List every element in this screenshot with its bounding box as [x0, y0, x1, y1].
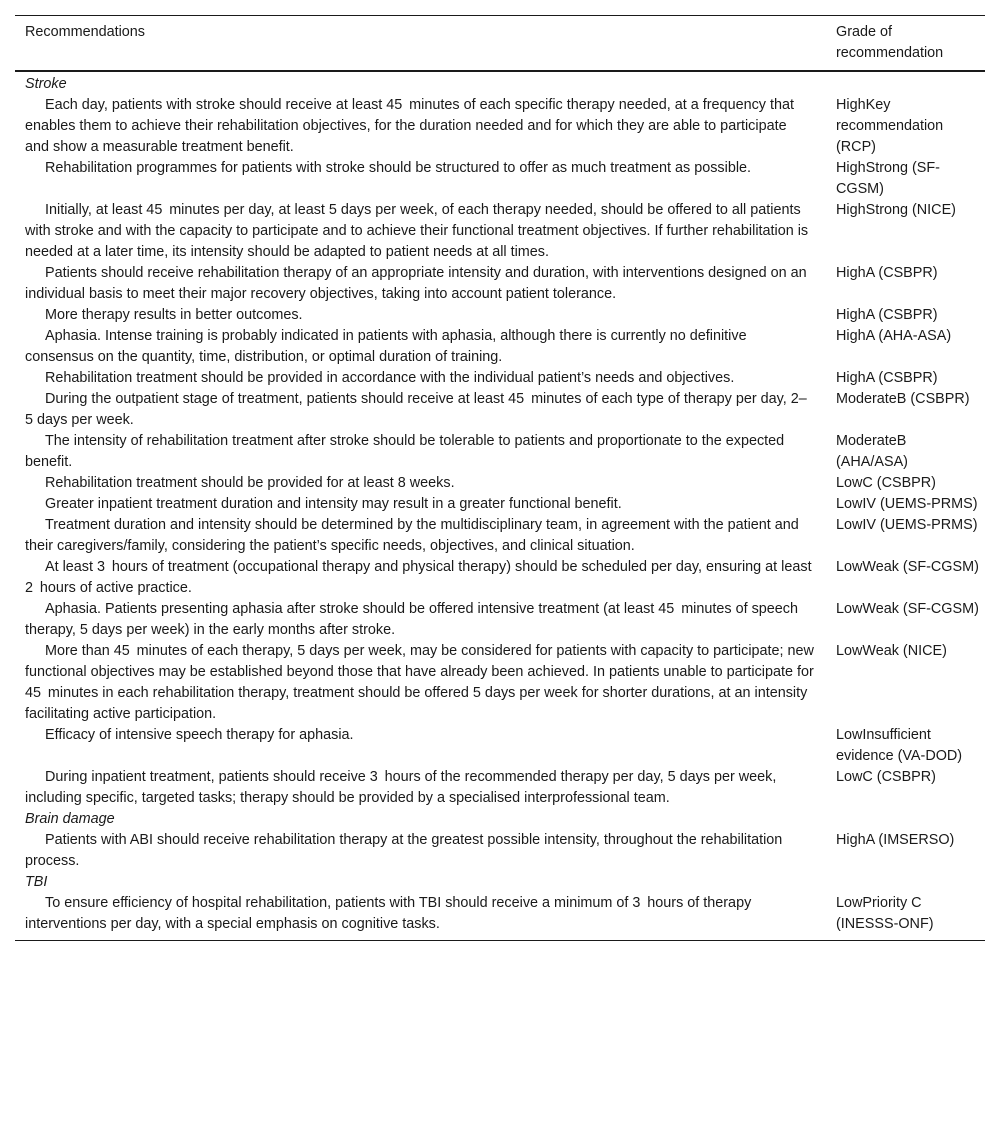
table-row — [15, 641, 985, 725]
recommendation-text: Each day, patients with stroke should receive at least 45 minutes of each specific therapy needed, at a frequency that enables them to achieve their rehabilitation objectives, for the duration needed and for which they are able to participate and show a measurable treatment benefit. — [25, 97, 794, 155]
table-row — [15, 368, 985, 389]
recommendation-grade: LowC (CSBPR) — [836, 769, 936, 785]
recommendation-text: During the outpatient stage of treatment, patients should receive at least 45 minutes of each type of therapy per day, 2–5 days per week. — [25, 391, 807, 428]
table-row — [15, 893, 985, 941]
recommendation-grade: LowC (CSBPR) — [836, 475, 936, 491]
recommendation-grade: LowInsufficient evidence (VA-DOD) — [836, 727, 963, 764]
table-row — [15, 557, 985, 599]
recommendation-grade: HighStrong (SF-CGSM) — [836, 160, 940, 197]
section-row — [15, 809, 985, 830]
recommendation-text: Treatment duration and intensity should be determined by the multidisciplinary team, in agreement with the patient and their caregivers/family, considering the patient’s specific needs, objectives, and clinical situation. — [25, 517, 799, 554]
section-row — [15, 71, 985, 95]
section-heading: TBI — [25, 874, 48, 890]
recommendation-text: Initially, at least 45 minutes per day, at least 5 days per week, of each therapy needed, should be offered to all patients with stroke and with the capacity to participate and to achieve their functional treatment objectives. If further rehabilitation is needed at a later time, its intensity should be adapted to patient needs at all times. — [25, 202, 809, 260]
recommendation-text: Patients should receive rehabilitation therapy of an appropriate intensity and duration, with interventions designed on an individual basis to meet their major recovery objectives, taking into account patient tolerance. — [25, 265, 807, 302]
recommendation-grade: HighStrong (NICE) — [836, 202, 956, 218]
table-row — [15, 389, 985, 431]
recommendation-text: Efficacy of intensive speech therapy for aphasia. — [45, 727, 354, 743]
recommendation-grade: LowWeak (SF-CGSM) — [836, 601, 979, 617]
table-header — [15, 16, 985, 72]
section-heading: Brain damage — [25, 811, 115, 827]
recommendation-text: Rehabilitation treatment should be provided for at least 8 weeks. — [45, 475, 455, 491]
recommendation-grade: HighA (AHA-ASA) — [836, 328, 952, 344]
recommendation-grade: LowPriority C (INESSS-ONF) — [836, 895, 934, 932]
recommendation-grade: ModerateB (CSBPR) — [836, 391, 970, 407]
recommendation-grade: HighKey recommendation (RCP) — [836, 97, 944, 155]
recommendation-text: To ensure efficiency of hospital rehabilitation, patients with TBI should receive a minimum of 3 hours of therapy interventions per day, with a special emphasis on cognitive tasks. — [25, 895, 752, 932]
recommendation-grade: HighA (IMSERSO) — [836, 832, 955, 848]
recommendation-grade: LowIV (UEMS-PRMS) — [836, 517, 978, 533]
recommendation-grade: HighA (CSBPR) — [836, 307, 938, 323]
recommendation-text: At least 3 hours of treatment (occupational therapy and physical therapy) should be scheduled per day, ensuring at least 2 hours of active practice. — [25, 559, 812, 596]
recommendation-text: During inpatient treatment, patients should receive 3 hours of the recommended therapy per day, 5 days per week, including specific, targeted tasks; therapy should be provided by a specialised interprofessional team. — [25, 769, 777, 806]
table-row — [15, 200, 985, 263]
header-row — [15, 16, 985, 72]
recommendation-text: Aphasia. Intense training is probably indicated in patients with aphasia, although there is currently no definitive consensus on the quantity, time, distribution, or optimal duration of training. — [25, 328, 747, 365]
recommendation-text: More than 45 minutes of each therapy, 5 days per week, may be considered for patients with capacity to participate; new functional objectives may be established beyond those that have already been achieved. In patients unable to participate for 45 minutes in each rehabilitation therapy, treatment should be offered 5 days per week for shorter durations, at an intensity facilitating active participation. — [25, 643, 814, 722]
recommendation-grade: LowIV (UEMS-PRMS) — [836, 496, 978, 512]
recommendation-text: Patients with ABI should receive rehabilitation therapy at the greatest possible intensity, throughout the rehabilitation process. — [25, 832, 783, 869]
recommendation-text: Greater inpatient treatment duration and intensity may result in a greater functional benefit. — [45, 496, 622, 512]
header-grade: Grade of recommendation — [836, 24, 944, 61]
table-row — [15, 473, 985, 494]
recommendation-text: Aphasia. Patients presenting aphasia after stroke should be offered intensive treatment (at least 45 minutes of speech therapy, 5 days per week) in the early months after stroke. — [25, 601, 798, 638]
recommendation-text: Rehabilitation programmes for patients with stroke should be structured to offer as much treatment as possible. — [45, 160, 752, 176]
recommendation-grade: LowWeak (NICE) — [836, 643, 947, 659]
recommendation-grade: ModerateB (AHA/ASA) — [836, 433, 908, 470]
table-row — [15, 95, 985, 158]
recommendation-grade: HighA (CSBPR) — [836, 265, 938, 281]
table-row — [15, 494, 985, 515]
table-body — [15, 71, 985, 941]
table-row — [15, 725, 985, 767]
recommendations-table — [15, 15, 985, 941]
table-row — [15, 326, 985, 368]
table-row — [15, 830, 985, 872]
table-row — [15, 599, 985, 641]
table-row — [15, 305, 985, 326]
table-row — [15, 431, 985, 473]
recommendation-text: The intensity of rehabilitation treatment after stroke should be tolerable to patients and proportionate to the expected benefit. — [25, 433, 785, 470]
table-row — [15, 767, 985, 809]
table-row — [15, 158, 985, 200]
recommendation-grade: HighA (CSBPR) — [836, 370, 938, 386]
recommendation-text: Rehabilitation treatment should be provided in accordance with the individual patient’s needs and objectives. — [45, 370, 735, 386]
recommendation-text: More therapy results in better outcomes. — [45, 307, 303, 323]
header-recommendations: Recommendations — [25, 24, 145, 40]
recommendation-grade: LowWeak (SF-CGSM) — [836, 559, 979, 575]
section-row — [15, 872, 985, 893]
table-row — [15, 263, 985, 305]
section-heading: Stroke — [25, 76, 67, 92]
table-row — [15, 515, 985, 557]
